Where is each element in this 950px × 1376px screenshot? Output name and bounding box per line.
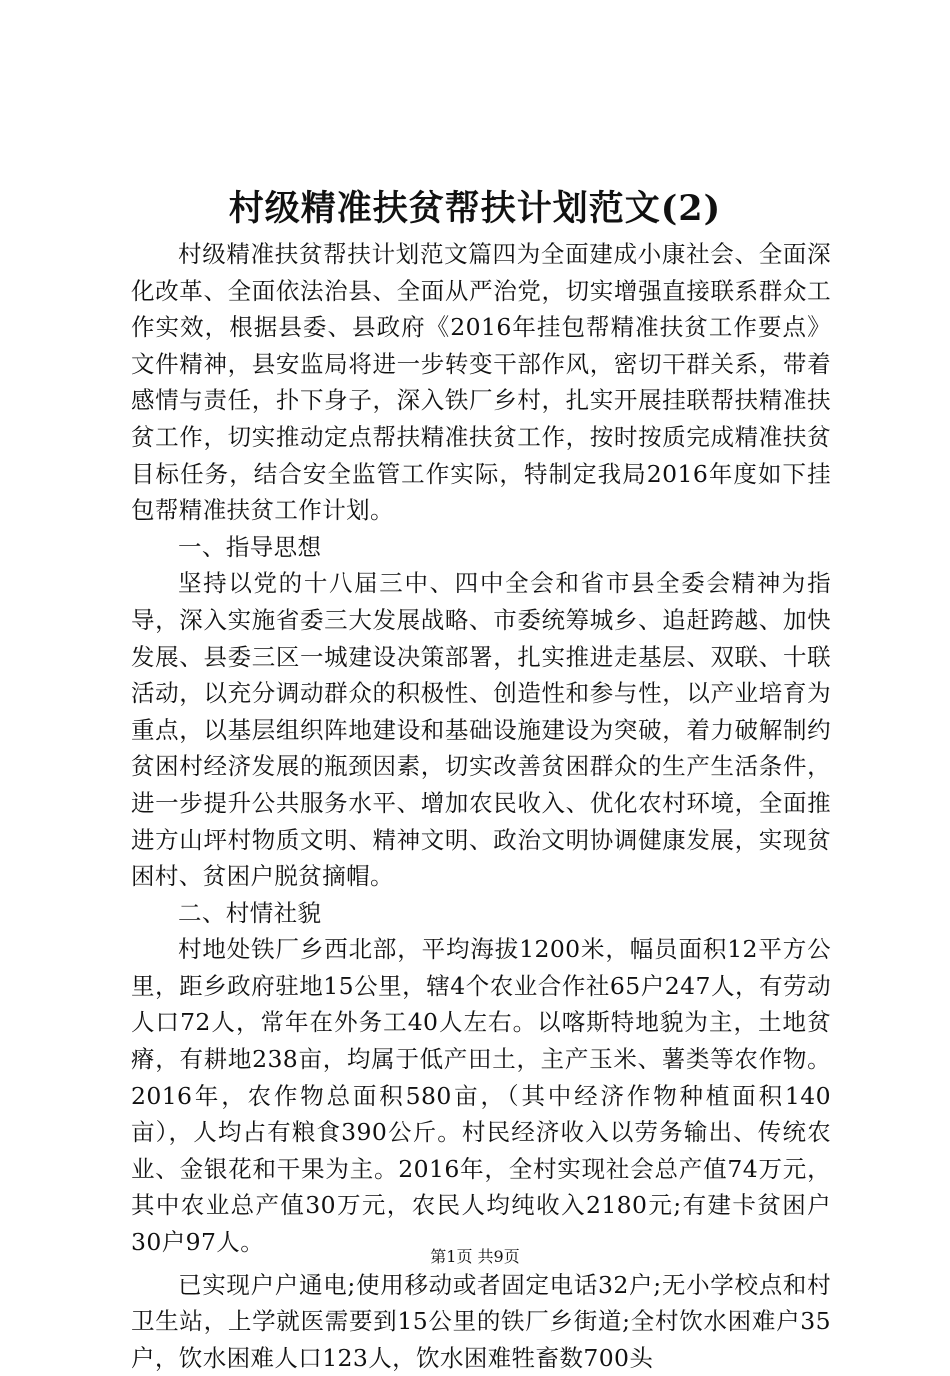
document-body <box>131 236 831 1376</box>
section-heading-guiding-ideology: 一、指导思想 <box>178 532 322 561</box>
paragraph-village-profile: 村地处铁厂乡西北部，平均海拔1200米，幅员面积12平方公里，距乡政府驻地15公里，辖4个农业合作社65户247人，有劳动人口72人，常年在外务工40人左右。以喀斯特地貌为主，土地贫瘠，有耕地238亩，均属于低产田土，主产玉米、薯类等农作物。2016年，农作物总面积580亩，（其中经济作物种植面积140亩），人均占有粮食390公斤。村民经济收入以劳务输出、传统农业、金银花和干果为主。2016年，全村实现社会总产值74万元，其中农业总产值30万元，农民人均纯收入2180元;有建卡贫困户30户97人。 <box>131 935 831 1257</box>
section-heading-village-profile: 二、村情社貌 <box>178 898 322 927</box>
paragraph-guiding-ideology: 坚持以党的十八届三中、四中全会和省市县全委会精神为指导，深入实施省委三大发展战略、市委统筹城乡、追赶跨越、加快发展、县委三区一城建设决策部署，扎实推进走基层、双联、十联活动，以充分调动群众的积极性、创造性和参与性，以产业培育为重点，以基层组织阵地建设和基础设施建设为突破，着力破解制约贫困村经济发展的瓶颈因素，切实改善贫困群众的生产生活条件，进一步提升公共服务水平、增加农民收入、优化农村环境，全面推进方山坪村物质文明、精神文明、政治文明协调健康发展，实现贫困村、贫困户脱贫摘帽。 <box>131 569 831 891</box>
paragraph-intro: 村级精准扶贫帮扶计划范文篇四为全面建成小康社会、全面深化改革、全面依法治县、全面从严治党，切实增强直接联系群众工作实效，根据县委、县政府《2016年挂包帮精准扶贫工作要点》文件精神，县安监局将进一步转变干部作风，密切干群关系，带着感情与责任，扑下身子，深入铁厂乡村，扎实开展挂联帮扶精准扶贫工作，切实推动定点帮扶精准扶贫工作，按时按质完成精准扶贫目标任务，结合安全监管工作实际，特制定我局2016年度如下挂包帮精准扶贫工作计划。 <box>131 240 831 525</box>
paragraph-infrastructure: 已实现户户通电;使用移动或者固定电话32户;无小学校点和村卫生站，上学就医需要到15公里的铁厂乡街道;全村饮水困难户35户，饮水困难人口123人，饮水困难牲畜数700头 <box>131 1270 831 1372</box>
document-title: 村级精准扶贫帮扶计划范文(2) <box>228 188 722 229</box>
page-number-footer: 第1页 共9页 <box>430 1247 520 1266</box>
